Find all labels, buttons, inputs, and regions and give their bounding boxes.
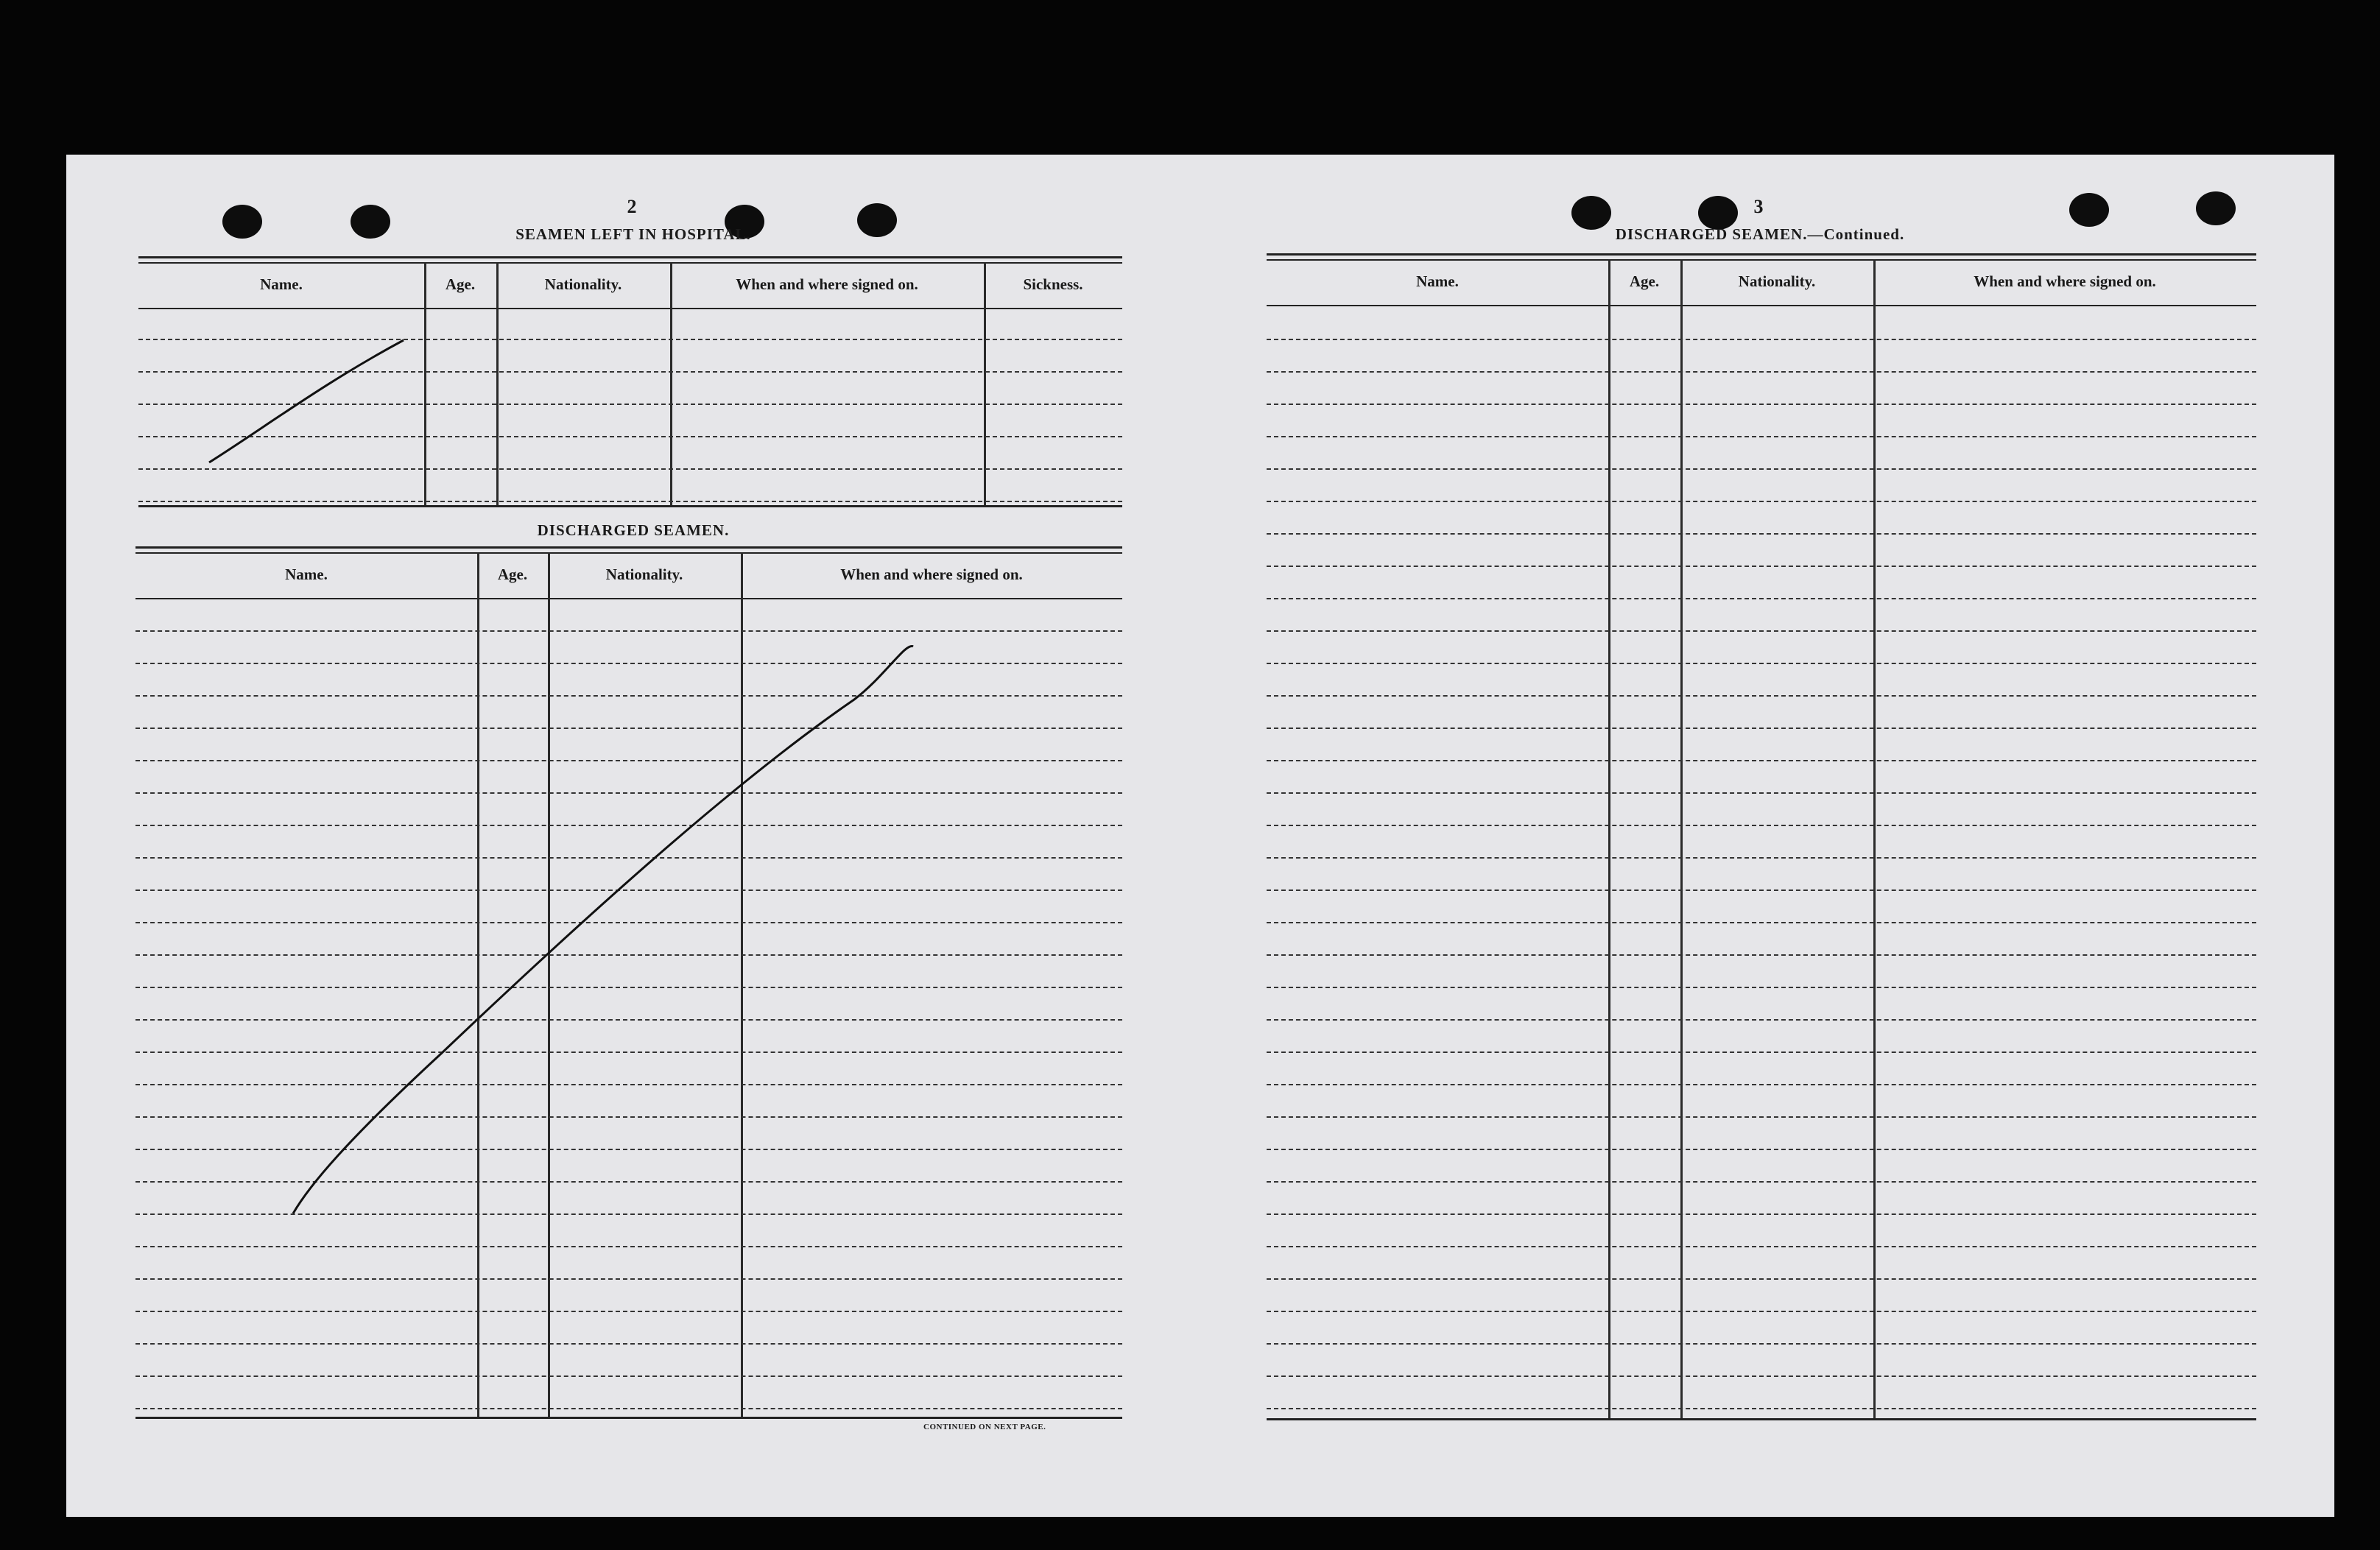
blank-entry-row — [135, 954, 1122, 956]
blank-entry-row — [135, 1019, 1122, 1021]
blank-entry-row — [1267, 825, 2256, 826]
punch-hole — [2069, 193, 2109, 227]
column-divider — [424, 262, 426, 507]
col-header-signed-on: When and where signed on. — [840, 566, 1023, 583]
blank-entry-row — [1267, 371, 2256, 373]
blank-entry-row — [135, 695, 1122, 697]
table-top-rule — [138, 262, 1122, 264]
blank-entry-row — [135, 792, 1122, 794]
blank-entry-row — [135, 728, 1122, 729]
blank-entry-row — [135, 1311, 1122, 1312]
blank-entry-row — [135, 1181, 1122, 1183]
col-header-name: Name. — [260, 275, 303, 293]
blank-entry-row — [135, 630, 1122, 632]
table-top-rule — [1267, 253, 2256, 256]
blank-entry-row — [1267, 339, 2256, 340]
table-top-rule — [1267, 259, 2256, 261]
blank-entry-row — [135, 1246, 1122, 1247]
column-divider — [477, 552, 479, 1418]
blank-entry-row — [135, 1084, 1122, 1085]
blank-entry-row — [1267, 1311, 2256, 1312]
blank-entry-row — [1267, 630, 2256, 632]
blank-entry-row — [1267, 1051, 2256, 1053]
page-number-right: 3 — [1753, 196, 1764, 217]
column-divider — [548, 552, 550, 1418]
blank-entry-row — [1267, 987, 2256, 988]
blank-entry-row — [1267, 922, 2256, 923]
hospital-table — [138, 256, 1122, 507]
blank-entry-row — [1267, 663, 2256, 664]
blank-entry-row — [135, 760, 1122, 761]
col-header-sickness: Sickness. — [1023, 275, 1083, 293]
col-header-nationality: Nationality. — [544, 275, 622, 293]
discharged-section-title: DISCHARGED SEAMEN. — [537, 521, 730, 539]
col-header-age: Age. — [445, 275, 476, 293]
table-bottom-rule — [135, 1417, 1122, 1419]
blank-entry-row — [1267, 1116, 2256, 1118]
blank-entry-row — [135, 1343, 1122, 1345]
blank-entry-row — [1267, 598, 2256, 599]
blank-entry-row — [135, 890, 1122, 891]
table-bottom-rule — [1267, 1418, 2256, 1420]
blank-entry-row — [138, 436, 1122, 437]
discharged-continued-table — [1267, 253, 2256, 1421]
blank-entry-row — [1267, 404, 2256, 405]
blank-entry-row — [135, 825, 1122, 826]
blank-entry-row — [135, 922, 1122, 923]
blank-entry-row — [1267, 857, 2256, 859]
punch-hole — [2196, 191, 2236, 225]
blank-entry-row — [135, 1408, 1122, 1409]
discharged-table — [135, 546, 1122, 1420]
blank-entry-row — [1267, 1375, 2256, 1377]
blank-entry-row — [1267, 954, 2256, 956]
col-header-age: Age. — [1629, 272, 1660, 290]
header-rule — [1267, 305, 2256, 306]
blank-entry-row — [135, 987, 1122, 988]
blank-entry-row — [138, 371, 1122, 373]
blank-entry-row — [1267, 890, 2256, 891]
blank-entry-row — [135, 1116, 1122, 1118]
blank-entry-row — [138, 404, 1122, 405]
column-divider — [670, 262, 672, 507]
punch-hole — [857, 203, 897, 237]
column-divider — [741, 552, 743, 1418]
blank-entry-row — [1267, 436, 2256, 437]
blank-entry-row — [1267, 1084, 2256, 1085]
col-header-name: Name. — [1416, 272, 1459, 290]
col-header-age: Age. — [497, 566, 528, 583]
blank-entry-row — [1267, 1149, 2256, 1150]
column-divider — [984, 262, 986, 507]
col-header-signed-on: When and where signed on. — [1974, 272, 2156, 290]
table-top-rule — [135, 546, 1122, 549]
table-top-rule — [135, 552, 1122, 554]
col-header-signed-on: When and where signed on. — [736, 275, 918, 293]
discharged-continued-title: DISCHARGED SEAMEN.—Continued. — [1615, 225, 1905, 243]
blank-entry-row — [138, 339, 1122, 340]
blank-entry-row — [135, 1278, 1122, 1280]
blank-entry-row — [1267, 1343, 2256, 1345]
blank-entry-row — [135, 857, 1122, 859]
blank-entry-row — [1267, 728, 2256, 729]
blank-entry-row — [1267, 760, 2256, 761]
table-top-rule — [138, 256, 1122, 258]
blank-entry-row — [1267, 1213, 2256, 1215]
blank-entry-row — [135, 663, 1122, 664]
header-rule — [135, 598, 1122, 599]
blank-entry-row — [135, 1213, 1122, 1215]
blank-entry-row — [135, 1051, 1122, 1053]
page-number-left: 2 — [627, 196, 637, 217]
punch-hole — [351, 205, 390, 239]
hospital-section-title: SEAMEN LEFT IN HOSPITAL. — [515, 225, 751, 243]
col-header-nationality: Nationality. — [605, 566, 683, 583]
blank-entry-row — [1267, 1246, 2256, 1247]
blank-entry-row — [1267, 566, 2256, 567]
blank-entry-row — [135, 1149, 1122, 1150]
blank-entry-row — [1267, 533, 2256, 535]
col-header-nationality: Nationality. — [1738, 272, 1816, 290]
continued-note: CONTINUED ON NEXT PAGE. — [923, 1423, 1046, 1431]
blank-entry-row — [1267, 792, 2256, 794]
blank-entry-row — [138, 468, 1122, 470]
blank-entry-row — [1267, 695, 2256, 697]
blank-entry-row — [1267, 1019, 2256, 1021]
blank-entry-row — [1267, 1278, 2256, 1280]
table-bottom-rule — [138, 505, 1122, 507]
punch-hole — [222, 205, 262, 239]
blank-entry-row — [1267, 468, 2256, 470]
header-rule — [138, 308, 1122, 309]
column-divider — [496, 262, 499, 507]
blank-entry-row — [1267, 1181, 2256, 1183]
blank-entry-row — [138, 501, 1122, 502]
blank-entry-row — [135, 1375, 1122, 1377]
col-header-name: Name. — [285, 566, 328, 583]
blank-entry-row — [1267, 1408, 2256, 1409]
blank-entry-row — [1267, 501, 2256, 502]
